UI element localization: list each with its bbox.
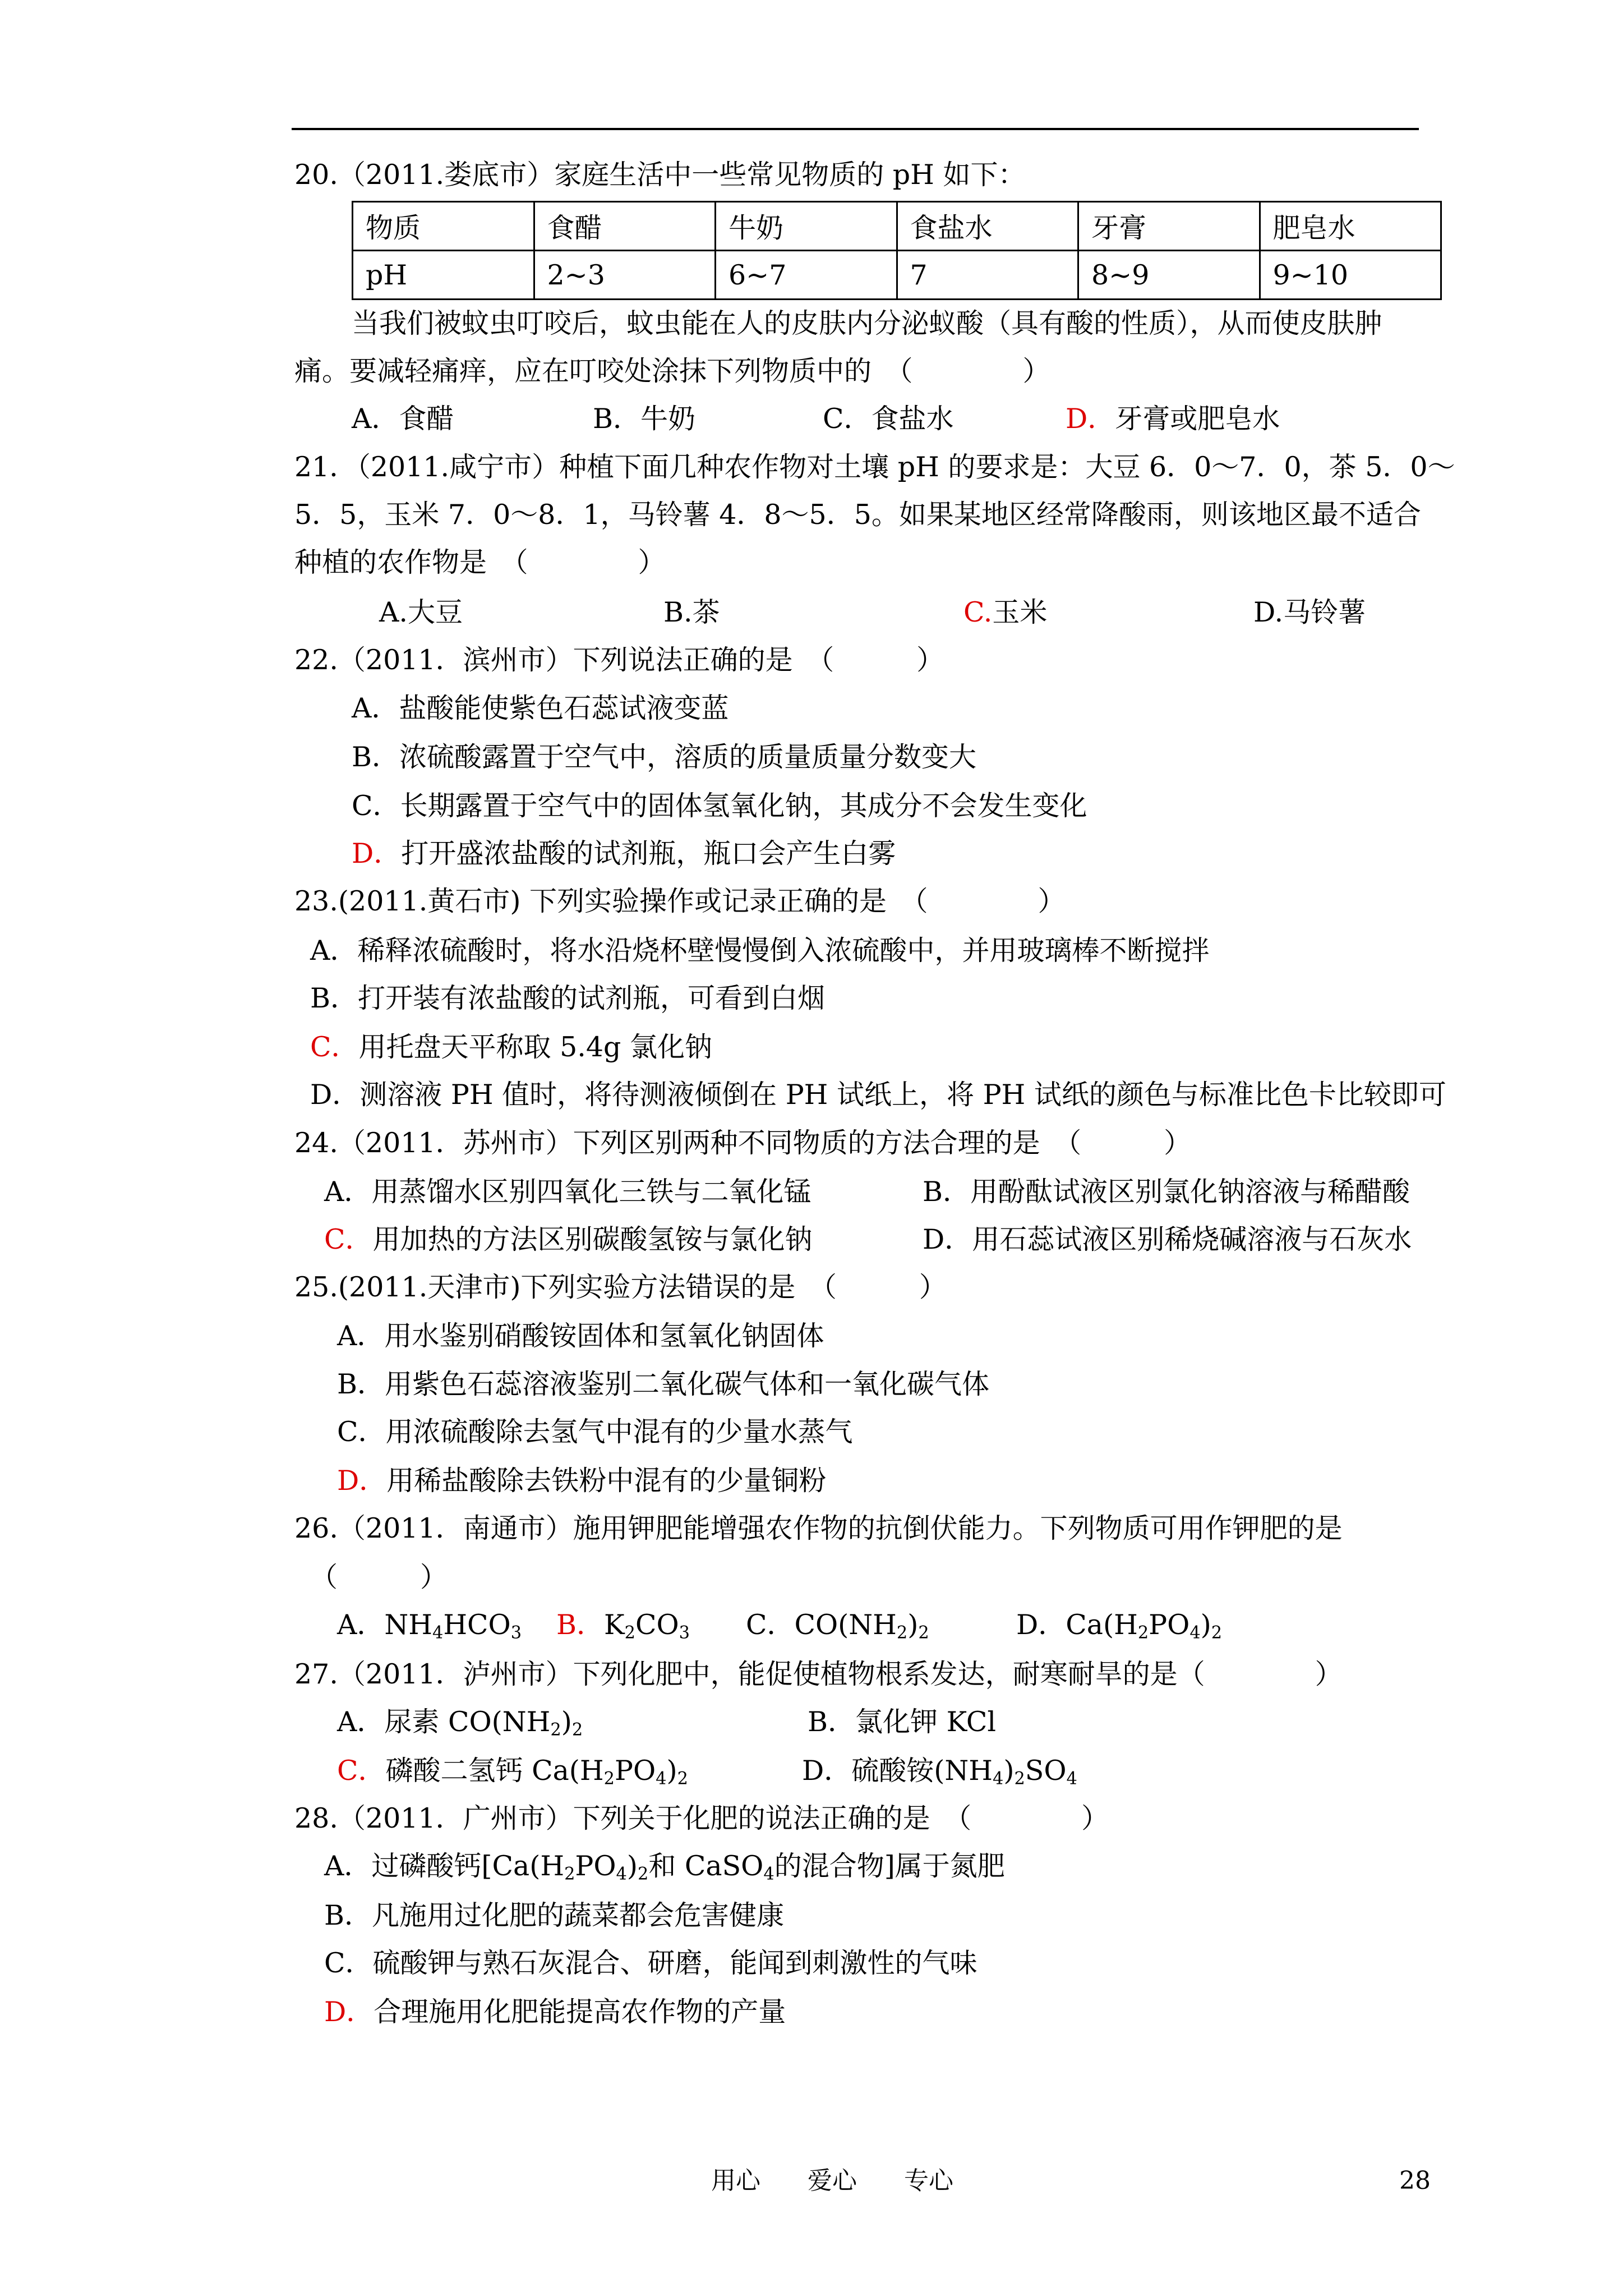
q20-stem: 20.（2011.娄底市）家庭生活中一些常见物质的 pH 如下： [294,159,1026,191]
q25-option-a: A．用水鉴别硝酸铵固体和氢氧化钠固体 [337,1320,824,1352]
ph-table-cell: 物质 [353,202,534,251]
q26-option-b: B．$K_2CO_3$ [556,1609,690,1643]
ph-table-cell: 6~7 [716,251,897,300]
q27-option-b: B．氯化钾 KCl [808,1706,997,1738]
q20-option-a: A．食醋 [352,403,454,435]
q28-option-d: D．合理施用化肥能提高农作物的产量 [324,1996,786,2028]
q25-stem: 25.(2011.天津市)下列实验方法错误的是 （ ） [294,1271,947,1303]
q23-option-c: C．用托盘天平称取 5.4g 氯化钠 [310,1031,712,1063]
answer-marker: D． [1066,403,1115,435]
q25-option-b: B．用紫色石蕊溶液鉴别二氧化碳气体和一氧化碳气体 [337,1368,990,1400]
q27-stem: 27.（2011．泸州市）下列化肥中，能促使植物根系发达，耐寒耐旱的是（ ） [294,1658,1343,1690]
footer-motto-3: 专心 [904,2166,953,2195]
q23-option-b: B．打开装有浓盐酸的试剂瓶，可看到白烟 [310,982,826,1014]
footer-motto-1: 用心 [711,2166,760,2195]
answer-marker: C． [324,1223,373,1255]
q24-stem: 24.（2011．苏州市）下列区别两种不同物质的方法合理的是 （ ） [294,1127,1192,1159]
q22-stem: 22.（2011．滨州市）下列说法正确的是 （ ） [294,644,944,676]
answer-marker: B． [556,1609,605,1641]
q21-stem-line1: 21．（2011.咸宁市）种植下面几种农作物对土壤 pH 的要求是：大豆 6．0～7．0，茶 5．0～ [294,451,1455,483]
q20-body-line1: 当我们被蚊虫叮咬后，蚊虫能在人的皮肤内分泌蚁酸（具有酸的性质），从而使皮肤肿 [352,307,1382,339]
q28-stem: 28.（2011．广州市）下列关于化肥的说法正确的是 （ ） [294,1802,1109,1834]
q26-option-d: D．$Ca(H_2PO_4)_2$ [1016,1609,1223,1643]
q22-option-c: C．长期露置于空气中的固体氢氧化钠，其成分不会发生变化 [352,790,1087,822]
q26-stem-line1: 26.（2011．南通市）施用钾肥能增强农作物的抗倒伏能力。下列物质可用作钾肥的是 [294,1512,1343,1544]
page-number: 28 [1399,2166,1431,2195]
q21-option-c: C.玉米 [963,596,1048,628]
ph-table-cell: 牙膏 [1078,202,1260,251]
ph-table-value-row [353,251,1441,300]
ph-table-header-row [353,202,1441,251]
q27-option-d: D．硫酸铵$(NH_4)_2SO_4$ [802,1755,1077,1789]
q25-option-d: D．用稀盐酸除去铁粉中混有的少量铜粉 [337,1465,827,1497]
q24-option-c: C．用加热的方法区别碳酸氢铵与氯化钠 [324,1223,813,1255]
q23-stem: 23.(2011.黄石市) 下列实验操作或记录正确的是 （ ） [294,885,1066,917]
answer-marker: D． [324,1996,374,2028]
q23-option-d: D．测溶液 PH 值时，将待测液倾倒在 PH 试纸上，将 PH 试纸的颜色与标准比色卡比较即可 [310,1079,1446,1111]
q20-option-c: C．食盐水 [823,403,954,435]
ph-table-cell: pH [353,251,534,300]
q21-option-b: B.茶 [663,596,720,628]
ph-table-cell: 食盐水 [897,202,1078,251]
ph-table-cell: 肥皂水 [1260,202,1441,251]
q20-option-b: B．牛奶 [593,403,696,435]
q20-body-line2: 痛。要减轻痛痒，应在叮咬处涂抹下列物质中的 （ ） [294,355,1050,387]
q25-option-c: C．用浓硫酸除去氢气中混有的少量水蒸气 [337,1416,853,1448]
ph-table-cell: 7 [897,251,1078,300]
q26-stem-line2: （ ） [310,1561,448,1593]
q21-stem-line2: 5．5，玉米 7．0～8．1，马铃薯 4．8～5．5。如果某地区经常降酸雨，则该地区最不适合 [294,499,1421,531]
q28-option-a: A．过磷酸钙[$Ca(H_2PO_4)_2$和 CaSO$_4$的混合物]属于氮肥 [324,1850,1005,1884]
q24-option-a: A．用蒸馏水区别四氧化三铁与二氧化锰 [324,1176,811,1208]
ph-table-cell: 牛奶 [716,202,897,251]
ph-table-cell: 9~10 [1260,251,1441,300]
q20-option-d: D．牙膏或肥皂水 [1066,403,1280,435]
answer-marker: C. [963,596,993,628]
answer-marker: D． [352,838,402,869]
q22-option-b: B．浓硫酸露置于空气中，溶质的质量质量分数变大 [352,741,977,773]
q26-option-a: A．$NH_4HCO_3$ [337,1609,522,1643]
answer-marker: C． [310,1031,359,1063]
q21-option-a: A.大豆 [379,596,463,628]
q26-option-c: C．$CO(NH_2)_2$ [746,1609,929,1643]
q22-option-d: D．打开盛浓盐酸的试剂瓶，瓶口会产生白雾 [352,838,896,869]
ph-table [352,201,1442,300]
q27-option-c: C．磷酸二氢钙 $Ca(H_2PO_4)_2$ [337,1755,688,1789]
header-rule [292,128,1419,130]
q28-option-b: B．凡施用过化肥的蔬菜都会危害健康 [324,1899,785,1931]
q24-option-d: D．用石蕊试液区别稀烧碱溶液与石灰水 [923,1223,1412,1255]
answer-marker: D． [337,1465,387,1497]
q21-stem-line3: 种植的农作物是 （ ） [294,546,666,578]
q27-option-a: A．尿素 $CO(NH_2)_2$ [337,1706,583,1740]
q24-option-b: B．用酚酞试液区别氯化钠溶液与稀醋酸 [923,1176,1410,1208]
footer-motto-2: 爱心 [808,2166,857,2195]
q28-option-c: C．硫酸钾与熟石灰混合、研磨，能闻到刺激性的气味 [324,1947,978,1979]
ph-table-cell: 食醋 [534,202,716,251]
q22-option-a: A．盐酸能使紫色石蕊试液变蓝 [352,692,729,724]
ph-table-cell: 8~9 [1078,251,1260,300]
answer-marker: C． [337,1755,386,1787]
q23-option-a: A．稀释浓硫酸时，将水沿烧杯壁慢慢倒入浓硫酸中，并用玻璃棒不断搅拌 [310,935,1210,967]
q21-option-d: D.马铃薯 [1253,596,1366,628]
ph-table-cell: 2~3 [534,251,716,300]
